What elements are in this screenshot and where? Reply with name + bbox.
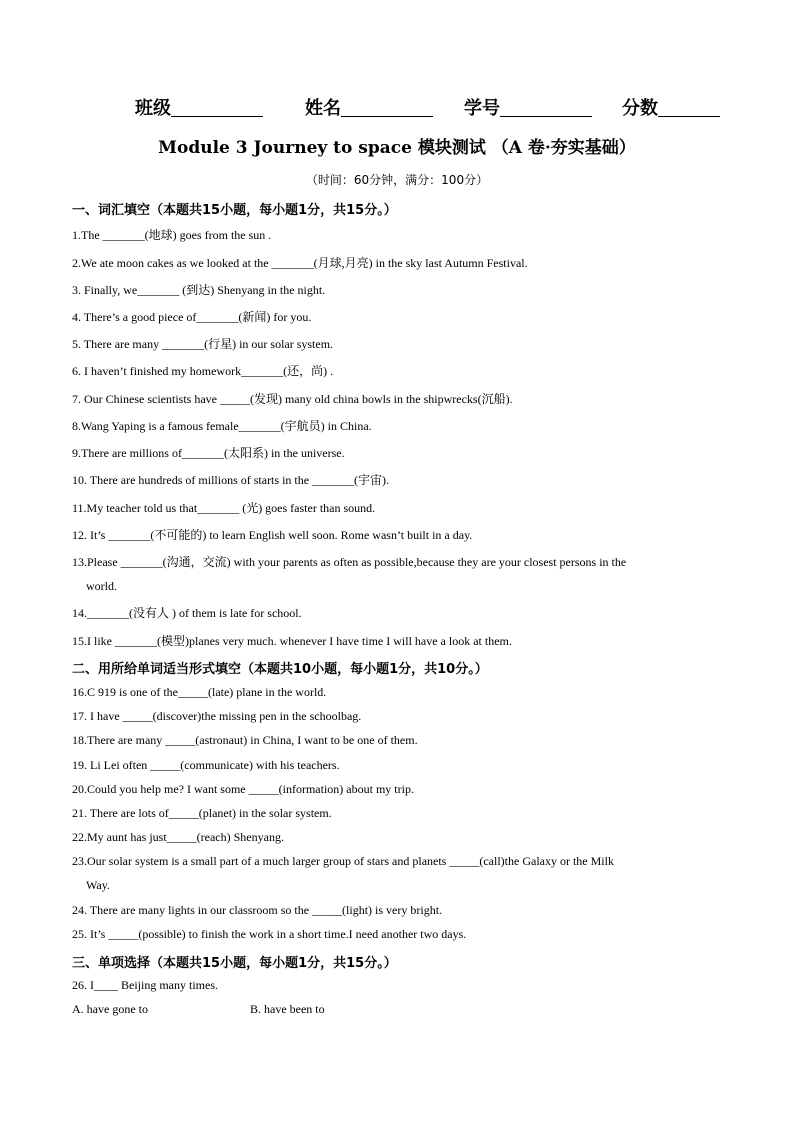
question-item: 13.Please _______(沟通，交流) with your parents as often as possible,because they are your closest persons in the: [72, 555, 627, 569]
score-label: 分数: [622, 98, 658, 119]
option-b[interactable]: B. have been to: [250, 1002, 325, 1016]
name-blank[interactable]: [341, 96, 433, 117]
score-blank[interactable]: [658, 96, 720, 117]
question-item: 2.We ate moon cakes as we looked at the _______(月球,月亮) in the sky last Autumn Festival.: [72, 256, 528, 270]
name-label: 姓名: [305, 98, 341, 119]
question-item: 17. I have _____(discover)the missing pen in the schoolbag.: [72, 709, 362, 723]
time-and-score-note: （时间：60分钟，满分：100分）: [305, 173, 489, 187]
question-item: 12. It’s _______(不可能的) to learn English well soon. Rome wasn’t built in a day.: [72, 528, 473, 542]
question-item: 6. I haven’t finished my homework_______(还，尚) .: [72, 364, 334, 378]
question-item: 18.There are many _____(astronaut) in China, I want to be one of them.: [72, 733, 418, 747]
question-item: 20.Could you help me? I want some _____(information) about my trip.: [72, 782, 414, 796]
question-item: 7. Our Chinese scientists have _____(发现) many old china bowls in the shipwrecks(沉船).: [72, 392, 513, 406]
question-item: 1.The _______(地球) goes from the sun .: [72, 228, 272, 242]
page-title: Module 3 Journey to space 模块测试 （A 卷·夯实基础）: [158, 138, 636, 158]
section-heading-word-forms: 二、用所给单词适当形式填空（本题共10小题，每小题1分，共10分。）: [72, 662, 488, 677]
question-item: 9.There are millions of_______(太阳系) in the universe.: [72, 446, 345, 460]
class-label: 班级: [135, 98, 171, 119]
question-item: 8.Wang Yaping is a famous female_______(宇航员) in China.: [72, 419, 372, 433]
question-item: 26. I____ Beijing many times.: [72, 978, 218, 992]
question-continuation: Way.: [86, 878, 110, 892]
question-item: 15.I like _______(模型)planes very much. whenever I have time I will have a look at them.: [72, 634, 512, 648]
class-blank[interactable]: [171, 96, 263, 117]
question-item: 3. Finally, we_______ (到达) Shenyang in the night.: [72, 283, 326, 297]
question-item: 11.My teacher told us that_______ (光) goes faster than sound.: [72, 501, 376, 515]
student-id-blank[interactable]: [500, 96, 592, 117]
student-info-row: [0, 94, 794, 122]
question-item: 21. There are lots of_____(planet) in the solar system.: [72, 806, 332, 820]
section-heading-multiple-choice: 三、单项选择（本题共15小题，每小题1分，共15分。）: [72, 956, 397, 971]
question-continuation: world.: [86, 579, 117, 593]
question-item: 23.Our solar system is a small part of a much larger group of stars and planets _____(call)the Galaxy or the Milk: [72, 854, 614, 868]
question-item: 25. It’s _____(possible) to finish the work in a short time.I need another two days.: [72, 927, 467, 941]
question-item: 24. There are many lights in our classroom so the _____(light) is very bright.: [72, 903, 443, 917]
student-id-label: 学号: [464, 98, 500, 119]
score-field: [622, 94, 720, 120]
question-item: 14._______(没有人 ) of them is late for school.: [72, 606, 302, 620]
question-item: 5. There are many _______(行星) in our solar system.: [72, 337, 334, 351]
section-heading-vocabulary: 一、词汇填空（本题共15小题，每小题1分，共15分。）: [72, 203, 397, 218]
class-field: [135, 94, 263, 120]
question-item: 19. Li Lei often _____(communicate) with his teachers.: [72, 758, 340, 772]
question-item: 22.My aunt has just_____(reach) Shenyang.: [72, 830, 284, 844]
student-id-field: [464, 94, 592, 120]
name-field: [305, 94, 433, 120]
question-item: 10. There are hundreds of millions of starts in the _______(宇宙).: [72, 473, 390, 487]
option-a[interactable]: A. have gone to: [72, 1002, 148, 1016]
question-item: 4. There’s a good piece of_______(新闻) for you.: [72, 310, 312, 324]
question-item: 16.C 919 is one of the_____(late) plane in the world.: [72, 685, 327, 699]
